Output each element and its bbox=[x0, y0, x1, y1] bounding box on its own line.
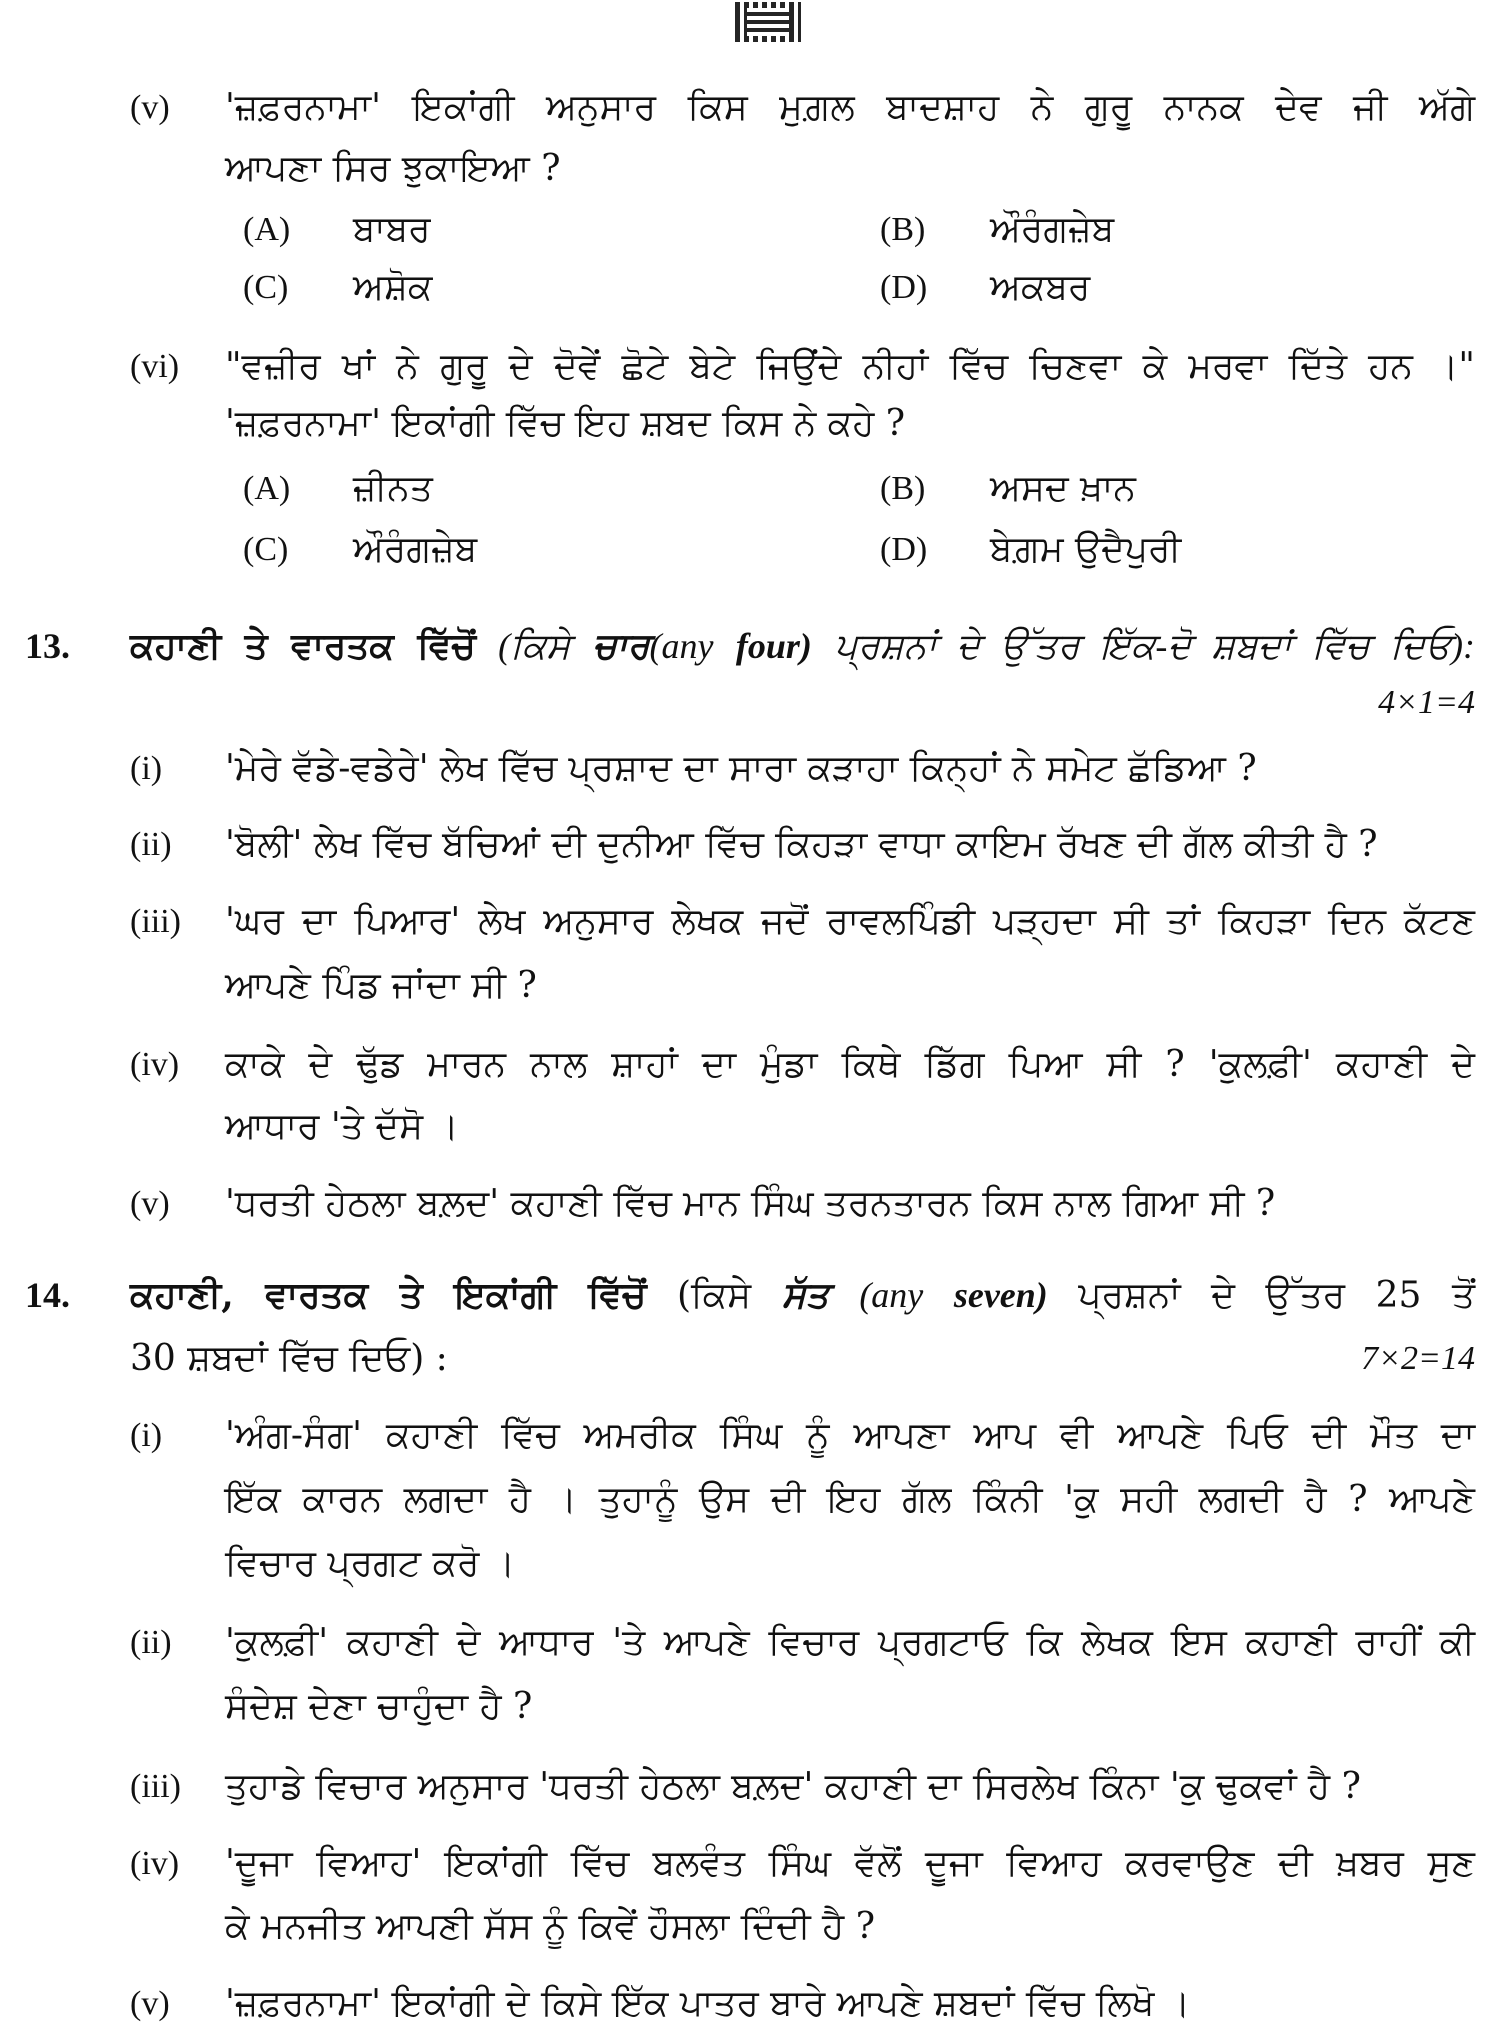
question-text: ਆਧਾਰ 'ਤੇ ਦੱਸੋ । bbox=[225, 1106, 459, 1147]
item-number: (iv) bbox=[130, 1046, 180, 1083]
option-text: ਅਕਬਰ bbox=[990, 267, 1091, 308]
question-text: 'ਮੇਰੇ ਵੱਡੇ-ਵਡੇਰੇ' ਲੇਖ ਵਿੱਚ ਪ੍ਰਸ਼ਾਦ ਦਾ ਸਾਰਾ ਕੜਾਹਾ ਕਿਨ੍ਹਾਂ ਨੇ ਸਮੇਟ ਛੱਡਿਆ ? bbox=[225, 748, 1257, 789]
option-text: ਔਰੰਗਜ਼ੇਬ bbox=[353, 529, 478, 570]
heading-text: ਪ੍ਰਸ਼ਨਾਂ ਦੇ ਉੱਤਰ 25 ਤੋਂ bbox=[1078, 1275, 1475, 1316]
option-text: ਬੇਗ਼ਮ ਉਦੈਪੁਰੀ bbox=[990, 529, 1182, 570]
question-text: ਆਪਣਾ ਸਿਰ ਝੁਕਾਇਆ ? bbox=[225, 148, 561, 189]
question-text: ਸੰਦੇਸ਼ ਦੇਣਾ ਚਾਹੁੰਦਾ ਹੈ ? bbox=[225, 1686, 533, 1727]
heading-bold: ਕਹਾਣੀ ਤੇ ਵਾਰਤਕ ਵਿੱਚੋਂ bbox=[130, 625, 476, 667]
question-text: "ਵਜ਼ੀਰ ਖਾਂ ਨੇ ਗੁਰੂ ਦੇ ਦੋਵੇਂ ਛੋਟੇ ਬੇਟੇ ਜਿਉਂਦੇ ਨੀਹਾਂ ਵਿੱਚ ਚਿਣਵਾ ਕੇ ਮਰਵਾ ਦਿੱਤੇ ਹਨ ।" bbox=[225, 346, 1475, 387]
question-text: 'ਅੰਗ-ਸੰਗ' ਕਹਾਣੀ ਵਿੱਚ ਅਮਰੀਕ ਸਿੰਘ ਨੂੰ ਆਪਣਾ ਆਪ ਵੀ ਆਪਣੇ ਪਿਓ ਦੀ ਮੌਤ ਦਾ bbox=[225, 1415, 1475, 1456]
question-number: 13. bbox=[25, 626, 70, 666]
option-text: ਅਸ਼ੋਕ bbox=[353, 267, 433, 308]
question-text: 'ਜ਼ਫ਼ਰਨਾਮਾ' ਇਕਾਂਗੀ ਦੇ ਕਿਸੇ ਇੱਕ ਪਾਤਰ ਬਾਰੇ ਆਪਣੇ ਸ਼ਬਦਾਂ ਵਿੱਚ ਲਿਖੋ । bbox=[225, 1983, 1191, 2024]
question-text: ਕਾਕੇ ਦੇ ਢੁੱਡ ਮਾਰਨ ਨਾਲ ਸ਼ਾਹਾਂ ਦਾ ਮੁੰਡਾ ਕਿਥੇ ਡਿੱਗ ਪਿਆ ਸੀ ? 'ਕੁਲਫ਼ੀ' ਕਹਾਣੀ ਦੇ bbox=[225, 1044, 1475, 1085]
question-number: 14. bbox=[25, 1275, 70, 1315]
question-text: ਵਿਚਾਰ ਪ੍ਰਗਟ ਕਰੋ । bbox=[225, 1543, 516, 1584]
option-label: (B) bbox=[880, 470, 926, 507]
item-number: (iii) bbox=[130, 1768, 181, 1805]
option-label: (A) bbox=[243, 211, 291, 248]
item-number: (v) bbox=[130, 89, 170, 126]
question-text: ਕੇ ਮਨਜੀਤ ਆਪਣੀ ਸੱਸ ਨੂੰ ਕਿਵੇਂ ਹੌਸਲਾ ਦਿੰਦੀ ਹੈ ? bbox=[225, 1906, 876, 1947]
item-number: (ii) bbox=[130, 1624, 172, 1661]
heading-english: (any bbox=[859, 1275, 924, 1315]
question-text: ਇੱਕ ਕਾਰਨ ਲਗਦਾ ਹੈ । ਤੁਹਾਨੂੰ ਉਸ ਦੀ ਇਹ ਗੱਲ ਕਿੰਨੀ 'ਕੁ ਸਹੀ ਲਗਦੀ ਹੈ ? ਆਪਣੇ bbox=[225, 1479, 1475, 1520]
marks: 7×2=14 bbox=[1361, 1340, 1475, 1377]
marks: 4×1=4 bbox=[1378, 684, 1475, 721]
question-text: 'ਬੋਲੀ' ਲੇਖ ਵਿੱਚ ਬੱਚਿਆਂ ਦੀ ਦੁਨੀਆ ਵਿੱਚ ਕਿਹੜਾ ਵਾਧਾ ਕਾਇਮ ਰੱਖਣ ਦੀ ਗੱਲ ਕੀਤੀ ਹੈ ? bbox=[225, 824, 1378, 865]
question-text: 'ਕੁਲਫ਼ੀ' ਕਹਾਣੀ ਦੇ ਆਧਾਰ 'ਤੇ ਆਪਣੇ ਵਿਚਾਰ ਪ੍ਰਗਟਾਓ ਕਿ ਲੇਖਕ ਇਸ ਕਹਾਣੀ ਰਾਹੀਂ ਕੀ bbox=[225, 1622, 1475, 1663]
option-text: ਬਾਬਰ bbox=[353, 209, 431, 250]
item-number: (ii) bbox=[130, 826, 172, 863]
heading-text: (ਕਿਸੇ bbox=[676, 1275, 752, 1316]
qr-code-icon bbox=[735, 2, 801, 42]
item-number: (i) bbox=[130, 1417, 163, 1454]
question-text: 'ਘਰ ਦਾ ਪਿਆਰ' ਲੇਖ ਅਨੁਸਾਰ ਲੇਖਕ ਜਦੋਂ ਰਾਵਲਪਿੰਡੀ ਪੜ੍ਹਦਾ ਸੀ ਤਾਂ ਕਿਹੜਾ ਦਿਨ ਕੱਟਣ bbox=[225, 901, 1475, 942]
question-heading bbox=[130, 624, 1475, 669]
item-number: (v) bbox=[130, 1985, 170, 2022]
heading-bold: ਕਹਾਣੀ, ਵਾਰਤਕ ਤੇ ਇਕਾਂਗੀ ਵਿੱਚੋਂ bbox=[130, 1274, 647, 1316]
option-text: ਅਸਦ ਖ਼ਾਨ bbox=[990, 468, 1136, 509]
item-number: (v) bbox=[130, 1185, 170, 1222]
question-text: 'ਜ਼ਫ਼ਰਨਾਮਾ' ਇਕਾਂਗੀ ਵਿੱਚ ਇਹ ਸ਼ਬਦ ਕਿਸ ਨੇ ਕਹੇ ? bbox=[225, 403, 906, 444]
heading-english-bold: seven) bbox=[953, 1275, 1048, 1315]
question-text: 'ਜ਼ਫ਼ਰਨਾਮਾ' ਇਕਾਂਗੀ ਅਨੁਸਾਰ ਕਿਸ ਮੁਗ਼ਲ ਬਾਦਸ਼ਾਹ ਨੇ ਗੁਰੂ ਨਾਨਕ ਦੇਵ ਜੀ ਅੱਗੇ bbox=[225, 87, 1475, 128]
option-text: ਜ਼ੀਨਤ bbox=[353, 468, 433, 509]
question-text: ਤੁਹਾਡੇ ਵਿਚਾਰ ਅਨੁਸਾਰ 'ਧਰਤੀ ਹੇਠਲਾ ਬਲ਼ਦ' ਕਹਾਣੀ ਦਾ ਸਿਰਲੇਖ ਕਿੰਨਾ 'ਕੁ ਢੁਕਵਾਂ ਹੈ ? bbox=[225, 1766, 1361, 1807]
heading-english: (any bbox=[649, 626, 714, 666]
heading-text: ਪ੍ਰਸ਼ਨਾਂ ਦੇ ਉੱਤਰ ਇੱਕ-ਦੋ ਸ਼ਬਦਾਂ ਵਿੱਚ ਦਿਓ): bbox=[834, 626, 1476, 666]
question-heading bbox=[130, 1273, 1475, 1318]
question-text: ਆਪਣੇ ਪਿੰਡ ਜਾਂਦਾ ਸੀ ? bbox=[225, 965, 537, 1006]
option-label: (D) bbox=[880, 269, 928, 306]
question-text: 'ਧਰਤੀ ਹੇਠਲਾ ਬਲ਼ਦ' ਕਹਾਣੀ ਵਿੱਚ ਮਾਨ ਸਿੰਘ ਤਰਨਤਾਰਨ ਕਿਸ ਨਾਲ ਗਿਆ ਸੀ ? bbox=[225, 1183, 1276, 1224]
heading-english-bold: four) bbox=[735, 626, 812, 666]
question-heading-line2: 30 ਸ਼ਬਦਾਂ ਵਿੱਚ ਦਿਓ) : bbox=[130, 1338, 448, 1379]
option-label: (C) bbox=[243, 531, 289, 568]
item-number: (iii) bbox=[130, 903, 181, 940]
heading-count: ਸੱਤ bbox=[781, 1275, 829, 1315]
option-text: ਔਰੰਗਜ਼ੇਬ bbox=[990, 209, 1115, 250]
item-number: (i) bbox=[130, 750, 163, 787]
heading-count: ਚਾਰ bbox=[592, 626, 650, 666]
option-label: (D) bbox=[880, 531, 928, 568]
option-label: (A) bbox=[243, 470, 291, 507]
heading-text: (ਕਿਸੇ bbox=[498, 626, 571, 666]
item-number: (vi) bbox=[130, 348, 180, 385]
item-number: (iv) bbox=[130, 1845, 180, 1882]
option-label: (B) bbox=[880, 211, 926, 248]
question-text: 'ਦੂਜਾ ਵਿਆਹ' ਇਕਾਂਗੀ ਵਿੱਚ ਬਲਵੰਤ ਸਿੰਘ ਵੱਲੋਂ ਦੂਜਾ ਵਿਆਹ ਕਰਵਾਉਣ ਦੀ ਖ਼ਬਰ ਸੁਣ bbox=[225, 1843, 1475, 1884]
option-label: (C) bbox=[243, 269, 289, 306]
